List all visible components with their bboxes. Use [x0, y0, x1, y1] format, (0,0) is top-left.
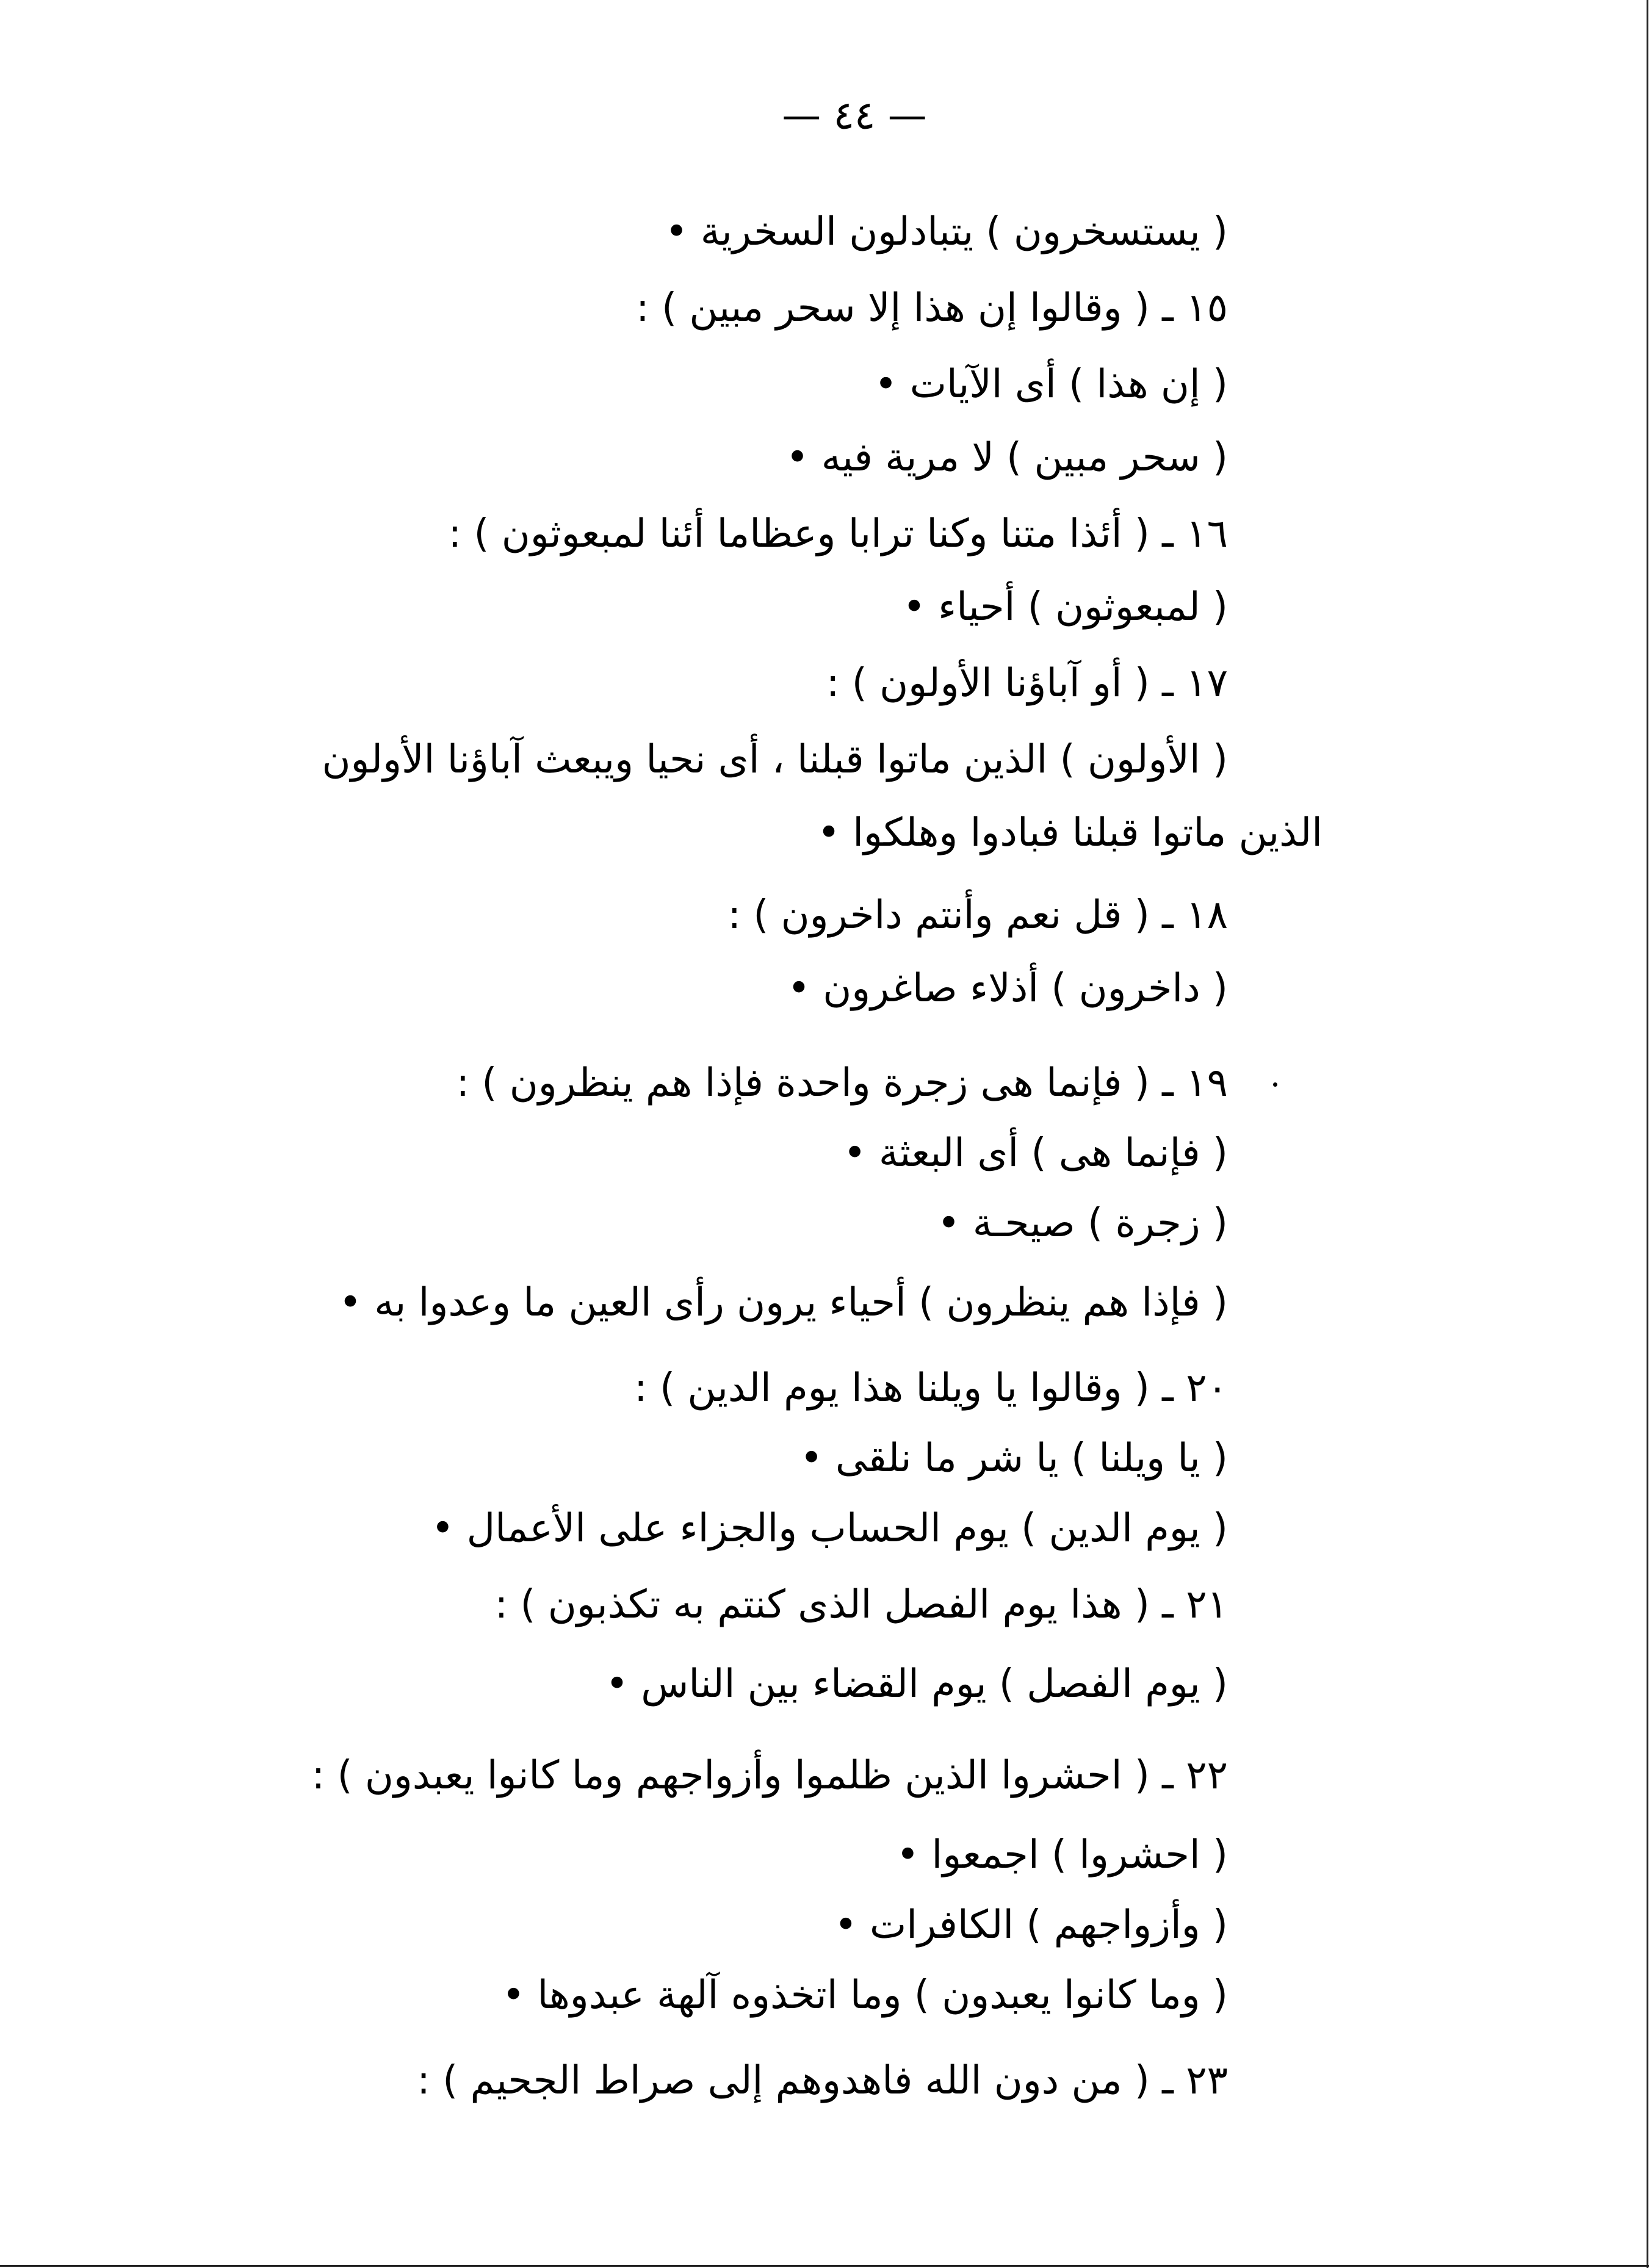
text-line: ١٨ ـ ( قل نعم وأنتم داخرون ) : — [727, 893, 1228, 938]
text-line: ١٥ ـ ( وقالوا إن هذا إلا سحر مبين ) : — [636, 286, 1228, 331]
text-line: ١٦ ـ ( أئذا متنا وكنا ترابا وعظاما أئنا لمبعوثون ) : — [448, 511, 1228, 556]
text-line: ( يا ويلنا ) يا شر ما نلقى • — [799, 1436, 1228, 1481]
text-line: ( داخرون ) أذلاء صاغرون • — [787, 966, 1228, 1011]
text-line: ١٩ ـ ( فإنما هى زجرة واحدة فإذا هم ينظرون ) : — [456, 1060, 1228, 1106]
text-line: ١٧ ـ ( أو آباؤنا الأولون ) : — [826, 661, 1228, 706]
text-line: ٢٣ ـ ( من دون الله فاهدوهم إلى صراط الجحيم ) : — [417, 2058, 1228, 2103]
text-line: الذين ماتوا قبلنا فبادوا وهلكوا • — [817, 810, 1322, 855]
text-line: ( يوم الدين ) يوم الحساب والجزاء على الأعمال • — [431, 1506, 1228, 1551]
text-line: ( فإنما هى ) أى البعثة • — [843, 1131, 1228, 1176]
text-line: ( زجرة ) صيحـة • — [937, 1201, 1228, 1246]
right-edge-rule — [1647, 0, 1648, 2268]
bottom-edge-rule — [0, 2265, 1649, 2267]
text-line: ( سحر مبين ) لا مرية فيه • — [785, 435, 1228, 480]
text-line: ( يوم الفصل ) يوم القضاء بين الناس • — [605, 1661, 1228, 1707]
text-line: ٢٢ ـ ( احشروا الذين ظلموا وأزواجهم وما كانوا يعبدون ) : — [311, 1753, 1228, 1798]
text-line: ( يستسخرون ) يتبادلون السخرية • — [665, 209, 1228, 254]
text-line: ٢١ ـ ( هذا يوم الفصل الذى كنتم به تكذبون ) : — [494, 1582, 1228, 1627]
text-line: ٢٠ ـ ( وقالوا يا ويلنا هذا يوم الدين ) : — [634, 1366, 1228, 1411]
text-line: ( احشروا ) اجمعوا • — [896, 1832, 1228, 1877]
text-line: ( فإذا هم ينظرون ) أحياء يرون رأى العين ما وعدوا به • — [339, 1280, 1228, 1325]
text-line: ( لمبعوثون ) أحياء • — [903, 585, 1228, 630]
text-line: ( الأولون ) الذين ماتوا قبلنا ، أى نحيا ويبعث آباؤنا الأولون — [322, 737, 1228, 782]
text-line: ( وأزواجهم ) الكافرات • — [834, 1903, 1228, 1948]
text-line: ( وما كانوا يعبدون ) وما اتخذوه آلهة عبدوها • — [502, 1973, 1228, 2018]
text-line: ( إن هذا ) أى الآيات • — [874, 362, 1228, 407]
stray-dot — [1273, 1082, 1277, 1087]
page-number: — ٤٤ — — [782, 93, 927, 139]
